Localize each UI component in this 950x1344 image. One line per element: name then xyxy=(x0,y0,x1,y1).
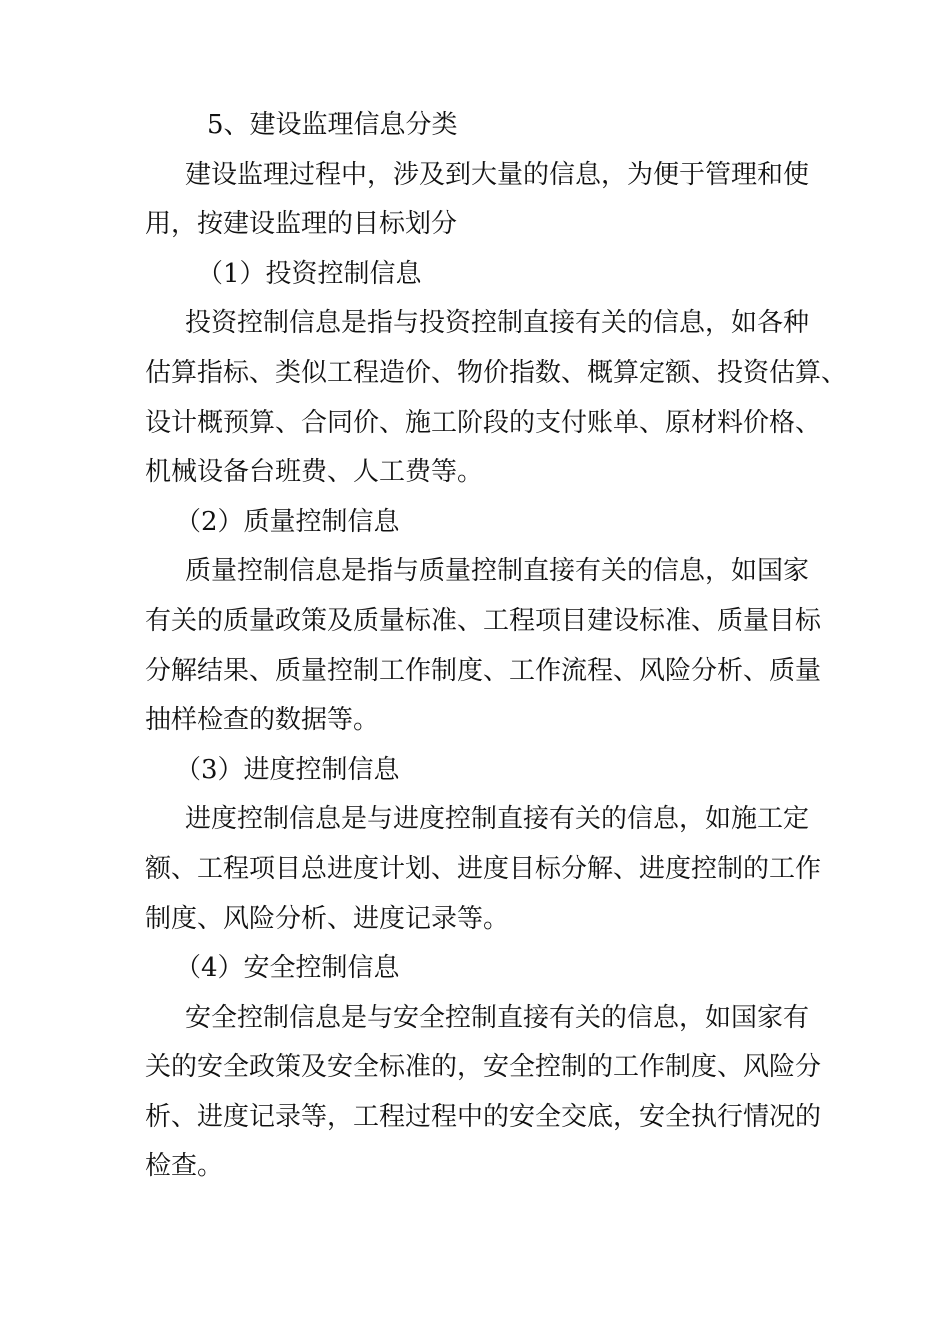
section-heading: 5、建设监理信息分类 xyxy=(207,110,458,140)
paragraph-line: 进度控制信息是与进度控制直接有关的信息，如施工定 xyxy=(185,804,810,835)
paragraph-line: 用，按建设监理的目标划分 xyxy=(145,209,458,240)
subheading-investment: （1）投资控制信息 xyxy=(197,258,422,289)
paragraph-line: 安全控制信息是与安全控制直接有关的信息，如国家有 xyxy=(185,1002,810,1033)
subheading-schedule: （3）进度控制信息 xyxy=(175,754,400,785)
paragraph-line: 额、工程项目总进度计划、进度目标分解、进度控制的工作 xyxy=(145,853,822,884)
document-body xyxy=(145,101,848,1192)
paragraph-line: 投资控制信息是指与投资控制直接有关的信息，如各种 xyxy=(185,308,810,339)
paragraph-line: 有关的质量政策及质量标准、工程项目建设标准、质量目标 xyxy=(145,605,822,636)
paragraph-line: 估算指标、类似工程造价、物价指数、概算定额、投资估算、 xyxy=(145,357,848,388)
paragraph-line: 检查。 xyxy=(145,1151,224,1182)
paragraph-line: 关的安全政策及安全标准的，安全控制的工作制度、风险分 xyxy=(145,1052,822,1083)
paragraph-line: 质量控制信息是指与质量控制直接有关的信息，如国家 xyxy=(185,556,810,587)
paragraph-line: 分解结果、质量控制工作制度、工作流程、风险分析、质量 xyxy=(145,655,822,686)
paragraph-line: 机械设备台班费、人工费等。 xyxy=(145,457,484,488)
subheading-safety: （4）安全控制信息 xyxy=(175,953,400,984)
paragraph-line: 抽样检查的数据等。 xyxy=(145,705,380,736)
subheading-quality: （2）质量控制信息 xyxy=(175,506,400,537)
paragraph-line: 建设监理过程中，涉及到大量的信息，为便于管理和使 xyxy=(185,159,810,190)
paragraph-line: 制度、风险分析、进度记录等。 xyxy=(145,903,510,934)
paragraph-line: 设计概预算、合同价、施工阶段的支付账单、原材料价格、 xyxy=(145,407,822,438)
paragraph-line: 析、进度记录等，工程过程中的安全交底，安全执行情况的 xyxy=(145,1101,822,1132)
